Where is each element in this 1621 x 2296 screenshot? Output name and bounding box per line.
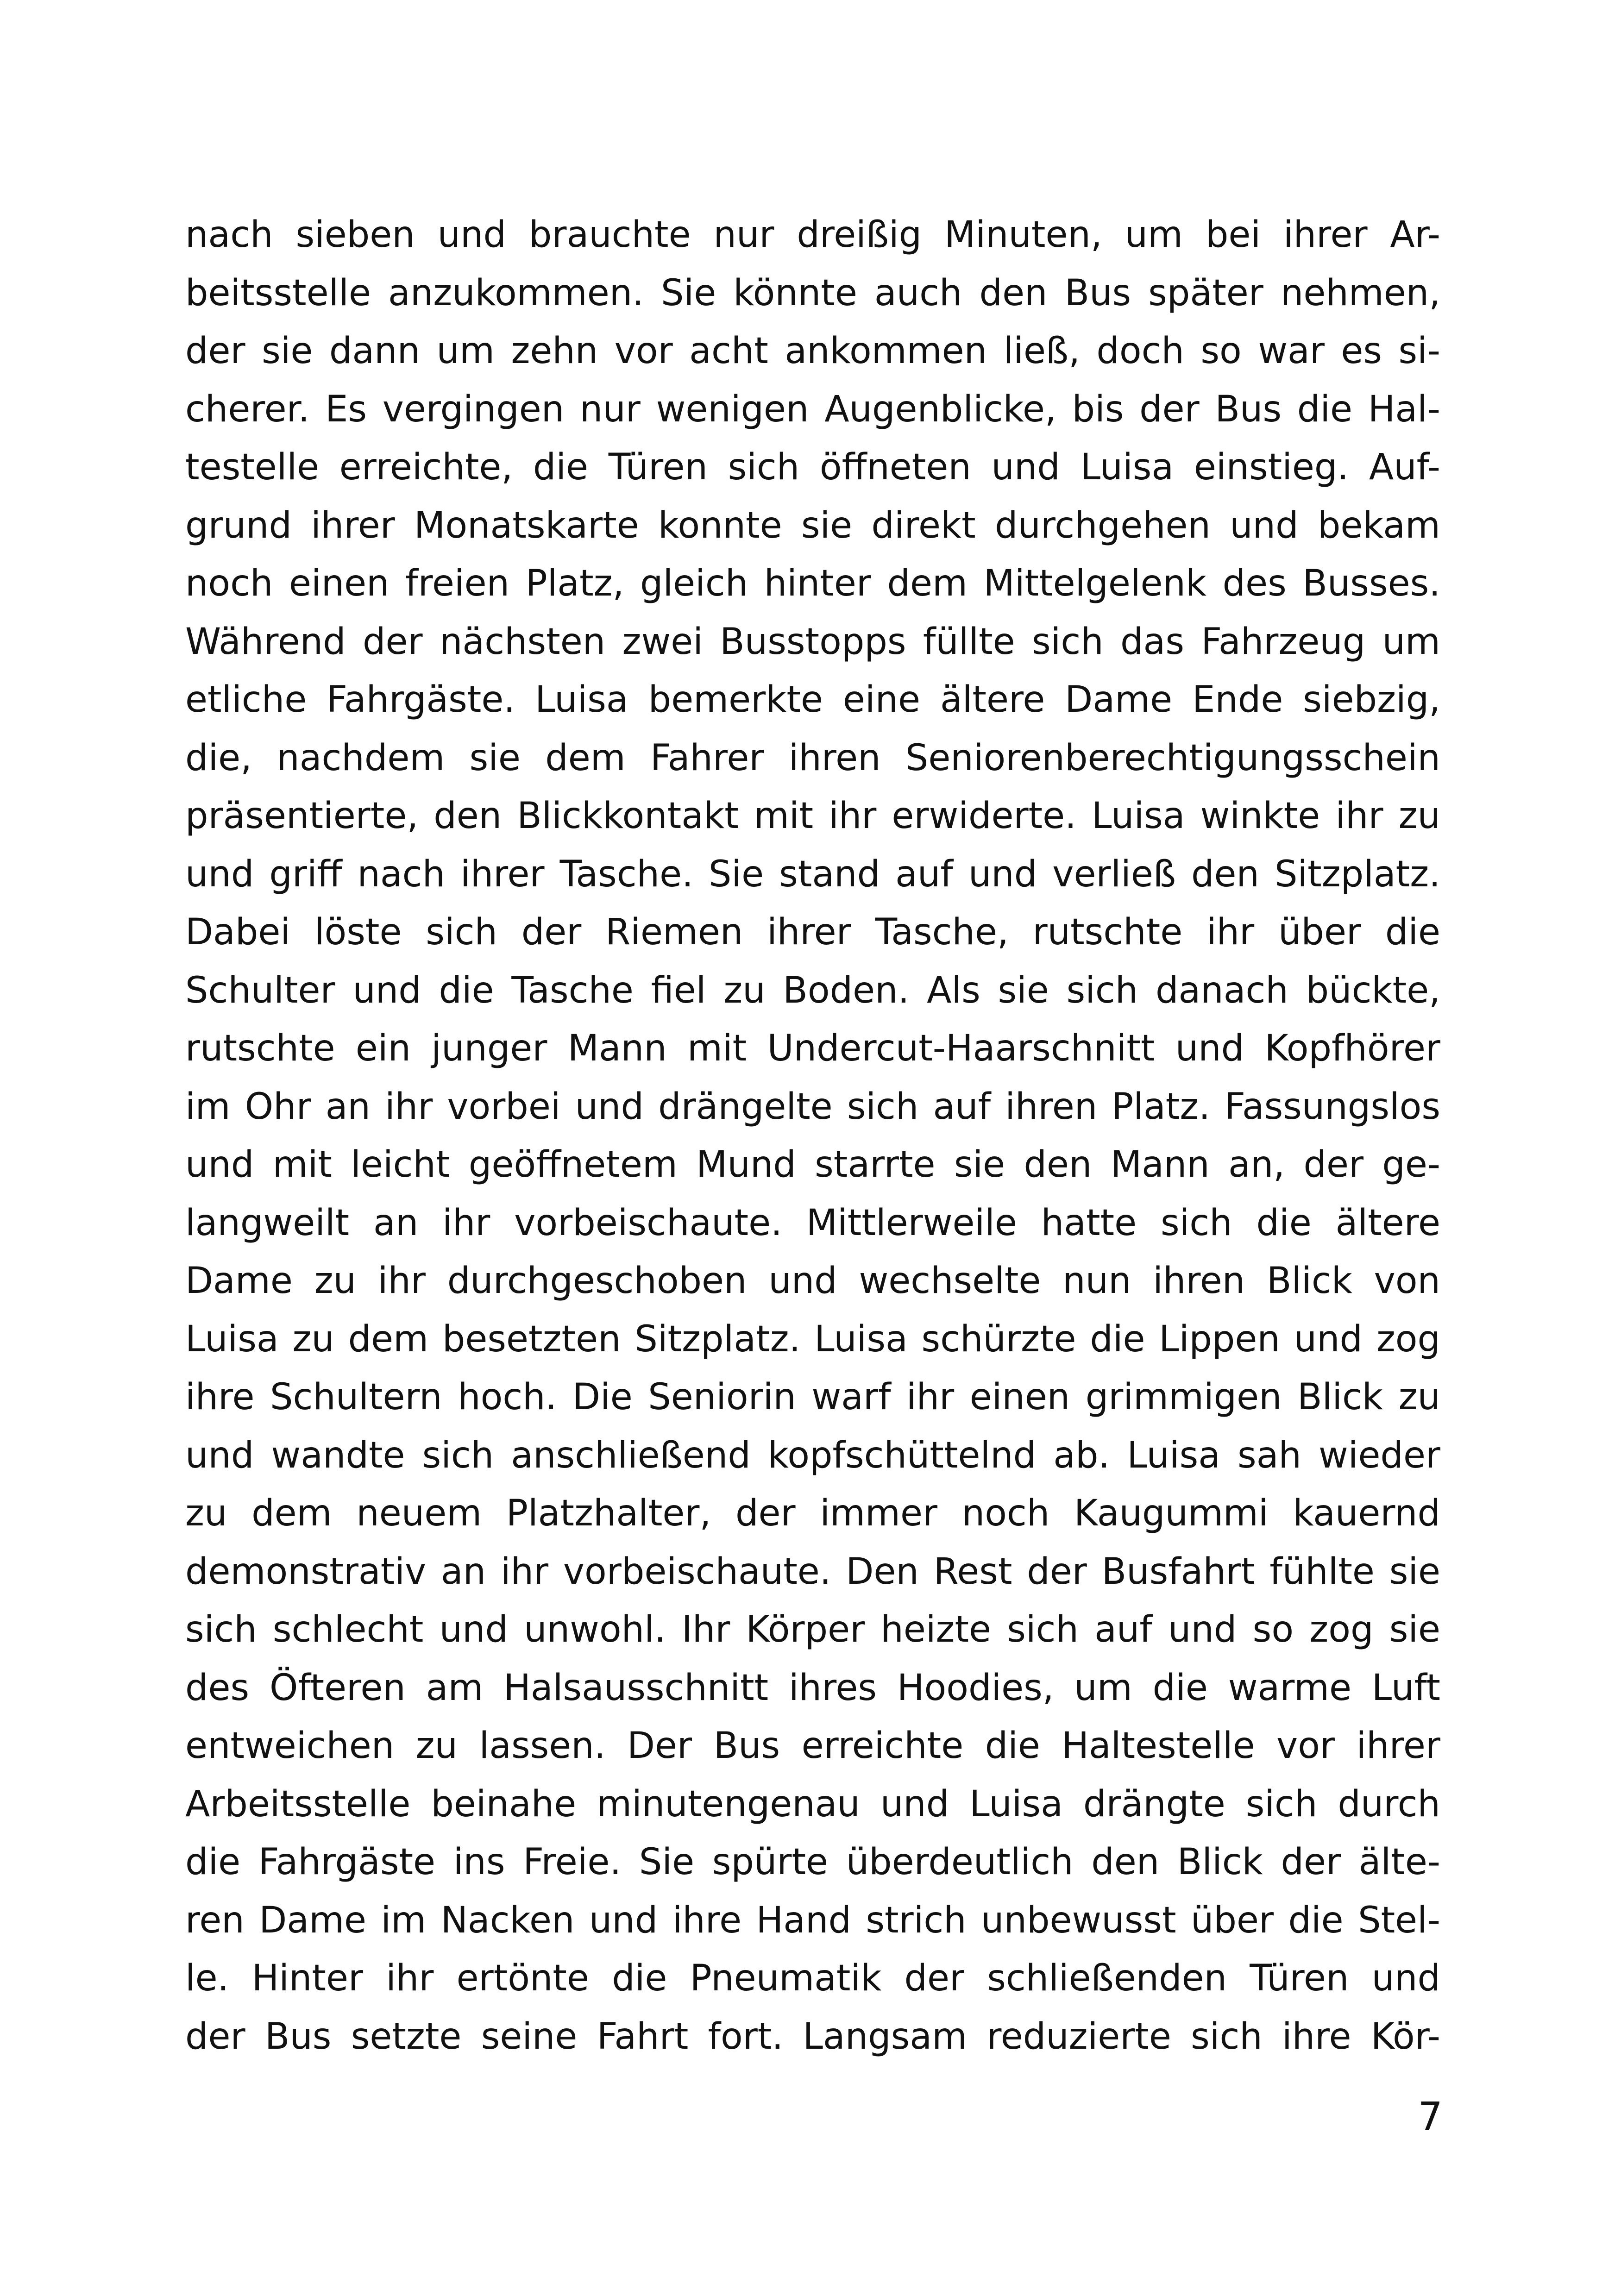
body-text bbox=[185, 206, 1440, 2066]
text-line: entweichen zu lassen. Der Bus erreichte die Haltestelle vor ihrer bbox=[185, 1725, 1440, 1767]
text-line: und griff nach ihrer Tasche. Sie stand auf und verließ den Sitzplatz. bbox=[185, 853, 1440, 895]
text-line: Schulter und die Tasche fiel zu Boden. Als sie sich danach bückte, bbox=[185, 969, 1440, 1011]
text-line: grund ihrer Monatskarte konnte sie direkt durchgehen und bekam bbox=[185, 504, 1440, 546]
text-line: rutschte ein junger Mann mit Undercut-Haarschnitt und Kopfhörer bbox=[185, 1028, 1440, 1069]
text-line: le. Hinter ihr ertönte die Pneumatik der schließenden Türen und bbox=[185, 1957, 1440, 1999]
text-line: zu dem neuem Platzhalter, der immer noch Kaugummi kauernd bbox=[185, 1493, 1440, 1534]
text-line: im Ohr an ihr vorbei und drängelte sich auf ihren Platz. Fassungslos bbox=[185, 1085, 1440, 1128]
text-line: die Fahrgäste ins Freie. Sie spürte überdeutlich den Blick der älte- bbox=[185, 1841, 1440, 1883]
text-line: präsentierte, den Blickkontakt mit ihr erwiderte. Luisa winkte ihr zu bbox=[185, 795, 1440, 837]
text-line: etliche Fahrgäste. Luisa bemerkte eine ältere Dame Ende siebzig, bbox=[185, 679, 1440, 721]
page-number: 7 bbox=[1418, 2094, 1443, 2139]
text-line: langweilt an ihr vorbeischaute. Mittlerweile hatte sich die ältere bbox=[185, 1202, 1440, 1244]
text-line: der Bus setzte seine Fahrt fort. Langsam reduzierte sich ihre Kör- bbox=[185, 2015, 1440, 2058]
text-line: Luisa zu dem besetzten Sitzplatz. Luisa schürzte die Lippen und zog bbox=[185, 1318, 1440, 1360]
text-line: noch einen freien Platz, gleich hinter dem Mittelgelenk des Busses. bbox=[185, 563, 1440, 604]
text-line: des Öfteren am Halsausschnitt ihres Hoodies, um die warme Luft bbox=[185, 1667, 1440, 1709]
text-line: Dabei löste sich der Riemen ihrer Tasche, rutschte ihr über die bbox=[185, 911, 1440, 953]
text-line: ihre Schultern hoch. Die Seniorin warf ihr einen grimmigen Blick zu bbox=[185, 1376, 1440, 1418]
text-line: sich schlecht und unwohl. Ihr Körper heizte sich auf und so zog sie bbox=[185, 1609, 1440, 1650]
text-line: cherer. Es vergingen nur wenigen Augenblicke, bis der Bus die Hal- bbox=[185, 388, 1440, 430]
text-line: der sie dann um zehn vor acht ankommen ließ, doch so war es si- bbox=[185, 330, 1440, 372]
text-line: testelle erreichte, die Türen sich öffneten und Luisa einstieg. Auf- bbox=[185, 446, 1440, 488]
text-line: und mit leicht geöffnetem Mund starrte sie den Mann an, der ge- bbox=[185, 1144, 1440, 1186]
text-line: Arbeitsstelle beinahe minutengenau und Luisa drängte sich durch bbox=[185, 1783, 1440, 1825]
text-line: ren Dame im Nacken und ihre Hand strich unbewusst über die Stel- bbox=[185, 1899, 1440, 1941]
text-line: Während der nächsten zwei Busstopps füllte sich das Fahrzeug um bbox=[185, 621, 1440, 663]
text-line: Dame zu ihr durchgeschoben und wechselte nun ihren Blick von bbox=[185, 1260, 1440, 1302]
text-line: demonstrativ an ihr vorbeischaute. Den Rest der Busfahrt fühlte sie bbox=[185, 1550, 1440, 1593]
text-line: beitsstelle anzukommen. Sie könnte auch den Bus später nehmen, bbox=[185, 272, 1440, 314]
text-line: und wandte sich anschließend kopfschüttelnd ab. Luisa sah wieder bbox=[185, 1434, 1440, 1476]
text-line: nach sieben und brauchte nur dreißig Minuten, um bei ihrer Ar- bbox=[185, 214, 1440, 256]
text-line: die, nachdem sie dem Fahrer ihren Seniorenberechtigungsschein bbox=[185, 737, 1440, 779]
